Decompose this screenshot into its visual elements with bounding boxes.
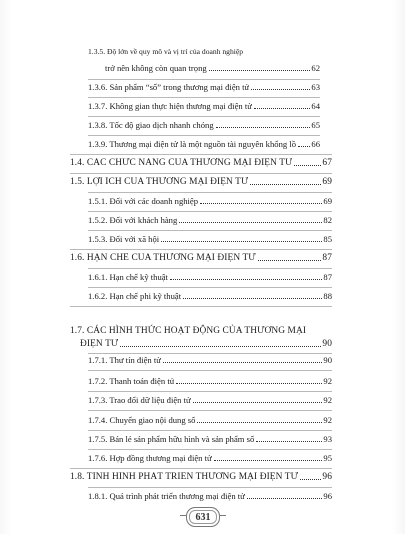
toc-entry-label: 1.3.8. Tốc độ giao dịch nhanh chóng xyxy=(88,120,214,130)
page-number: 631 xyxy=(195,511,211,523)
dot-leader xyxy=(200,203,322,204)
toc-page-number: 92 xyxy=(323,415,332,425)
toc-page-number: 82 xyxy=(323,215,332,225)
toc-entry-label: 1.7.1. Thư tín điện tử xyxy=(88,355,161,365)
toc-page-number: 96 xyxy=(323,491,332,501)
toc-entry-1-7[interactable] xyxy=(80,339,332,349)
dot-leader xyxy=(197,422,322,423)
divider xyxy=(88,410,332,411)
toc-page-number: 95 xyxy=(323,453,332,463)
toc-page-number: 90 xyxy=(322,339,332,349)
toc-entry-1-3-9[interactable] xyxy=(88,139,320,149)
divider xyxy=(88,449,332,450)
divider xyxy=(88,192,332,193)
toc-page-number: 85 xyxy=(323,234,332,244)
divider xyxy=(88,230,332,231)
toc-entry-1-6[interactable] xyxy=(70,253,332,263)
toc-entry-1-7-4[interactable] xyxy=(88,415,332,425)
toc-entry-label: 1.3.9. Thương mại điện tử là một nguồn tài nguyên khổng lồ xyxy=(88,139,296,149)
dot-leader xyxy=(294,165,321,166)
dot-leader xyxy=(251,89,310,90)
dot-leader xyxy=(216,127,311,128)
divider xyxy=(88,391,332,392)
toc-entry-1-7-line1: 1.7. CÁC HÌNH THỨC HOẠT ĐỘNG CỦA THƯƠNG MẠI xyxy=(70,326,307,336)
toc-entry-label: 1.8.1. Quá trình phát triển thương mại điện tử xyxy=(88,491,245,501)
toc-entry-label: trở nên không còn quan trọng xyxy=(105,63,207,73)
toc-entry-label: 1.3.7. Không gian thực hiện thương mại điện tử xyxy=(88,101,252,111)
divider xyxy=(70,173,332,174)
divider xyxy=(88,79,320,80)
dot-leader xyxy=(193,402,323,403)
toc-entry-label: 1.7.2. Thanh toán điện tử xyxy=(88,376,175,386)
dot-leader xyxy=(170,279,322,280)
dot-leader xyxy=(250,184,321,185)
divider xyxy=(88,97,320,98)
toc-entry-label: 1.5.2. Đối với khách hàng xyxy=(88,215,178,225)
toc-entry-label: 1.8. TÌNH HÌNH PHÁT TRIỂN THƯƠNG MẠI ĐIỆN TỬ xyxy=(70,472,298,482)
divider xyxy=(70,306,332,307)
dot-leader xyxy=(256,441,322,442)
dot-leader xyxy=(161,241,322,242)
toc-page-number: 65 xyxy=(311,120,320,130)
toc-entry-1-5-2[interactable] xyxy=(88,215,332,225)
toc-entry-1-3-7[interactable] xyxy=(88,101,320,111)
divider xyxy=(88,430,332,431)
toc-entry-label: 1.7.4. Chuyển giao nội dung số xyxy=(88,415,196,425)
dot-leader xyxy=(120,346,321,347)
ornament-left xyxy=(180,515,186,516)
toc-page-number: 92 xyxy=(323,376,332,386)
toc-page-number: 87 xyxy=(323,272,332,282)
toc-entry-1-6-2[interactable] xyxy=(88,291,332,301)
toc-entry-label: 1.4. CÁC CHỨC NĂNG CỦA THƯƠNG MẠI ĐIỆN TỬ xyxy=(70,158,293,168)
dot-leader xyxy=(214,460,323,461)
divider xyxy=(70,249,332,250)
dot-leader xyxy=(298,146,310,147)
toc-page-number: 90 xyxy=(323,355,332,365)
toc-page-number: 64 xyxy=(311,101,320,111)
toc-entry-1-3-8[interactable] xyxy=(88,120,320,130)
ornament-right xyxy=(220,515,226,516)
toc-entry-1-7-1[interactable] xyxy=(88,355,332,365)
toc-entry-label: 1.7.5. Bán lẻ sản phẩm hữu hình và sản phẩm số xyxy=(88,434,255,444)
toc-entry-1-8-1[interactable] xyxy=(88,491,332,501)
toc-entry-label: 1.3.6. Sản phẩm “số” trong thương mại điện tử xyxy=(88,82,250,92)
toc-entry-1-4[interactable] xyxy=(70,158,332,168)
toc-page-number: 88 xyxy=(323,291,332,301)
dot-leader xyxy=(179,222,322,223)
toc-entry-label: 1.6. HẠN CHẾ CỦA THƯƠNG MẠI ĐIỆN TỬ xyxy=(70,253,256,263)
divider xyxy=(88,287,332,288)
divider xyxy=(88,353,332,354)
toc-entry-1-3-5-line1: 1.3.5. Độ lớn về quy mô và vị trí của doanh nghiệp xyxy=(88,47,244,56)
dot-leader xyxy=(209,70,311,71)
toc-page-number: 66 xyxy=(311,139,320,149)
divider xyxy=(70,468,332,469)
divider xyxy=(88,211,332,212)
toc-entry-1-7-2[interactable] xyxy=(88,376,332,386)
page-number-badge xyxy=(186,507,220,527)
toc-page-number: 63 xyxy=(311,82,320,92)
toc-entry-label: 1.6.1. Hạn chế kỹ thuật xyxy=(88,272,168,282)
divider xyxy=(70,154,332,155)
toc-page-number: 69 xyxy=(323,196,332,206)
dot-leader xyxy=(163,362,323,363)
toc-entry-label: 1.5.1. Đối với các doanh nghiệp xyxy=(88,196,199,206)
toc-entry-1-7-3[interactable] xyxy=(88,395,332,405)
toc-entry-1-5-3[interactable] xyxy=(88,234,332,244)
divider xyxy=(88,487,332,488)
toc-page-number: 92 xyxy=(323,395,332,405)
toc-entry-1-5-1[interactable] xyxy=(88,196,332,206)
toc-entry-1-6-1[interactable] xyxy=(88,272,332,282)
toc-entry-1-7-5[interactable] xyxy=(88,434,332,444)
dot-leader xyxy=(183,298,322,299)
dot-leader xyxy=(254,108,311,109)
toc-page-number: 62 xyxy=(311,63,320,73)
toc-page-number: 67 xyxy=(322,158,332,168)
dot-leader xyxy=(247,498,323,499)
toc-page-number: 93 xyxy=(323,434,332,444)
toc-entry-label: 1.5. LỢI ÍCH CỦA THƯƠNG MẠI ĐIỆN TỬ xyxy=(70,177,249,187)
toc-page-number: 87 xyxy=(322,253,332,263)
toc-page-number: 69 xyxy=(322,177,332,187)
dot-leader xyxy=(176,383,322,384)
toc-entry-label: ĐIỆN TỬ xyxy=(80,339,119,349)
toc-entry-1-8[interactable] xyxy=(70,472,332,482)
toc-entry-1-3-6[interactable] xyxy=(88,82,320,92)
toc-entry-label: 1.7.3. Trao đổi dữ liệu điện tử xyxy=(88,395,191,405)
toc-entry-1-5[interactable] xyxy=(70,177,332,187)
divider xyxy=(88,370,332,371)
toc-page-number: 96 xyxy=(322,472,332,482)
toc-entry-1-7-6[interactable] xyxy=(88,453,332,463)
toc-entry-label: 1.5.3. Đối với xã hội xyxy=(88,234,160,244)
dot-leader xyxy=(300,479,321,480)
divider xyxy=(88,135,320,136)
toc-entry-1-3-5[interactable] xyxy=(105,63,320,73)
dot-leader xyxy=(258,260,322,261)
toc-entry-label: 1.6.2. Hạn chế phi kỹ thuật xyxy=(88,291,182,301)
divider xyxy=(88,268,332,269)
toc-entry-label: 1.7.6. Hợp đồng thương mại điện tử xyxy=(88,453,212,463)
divider xyxy=(88,116,320,117)
